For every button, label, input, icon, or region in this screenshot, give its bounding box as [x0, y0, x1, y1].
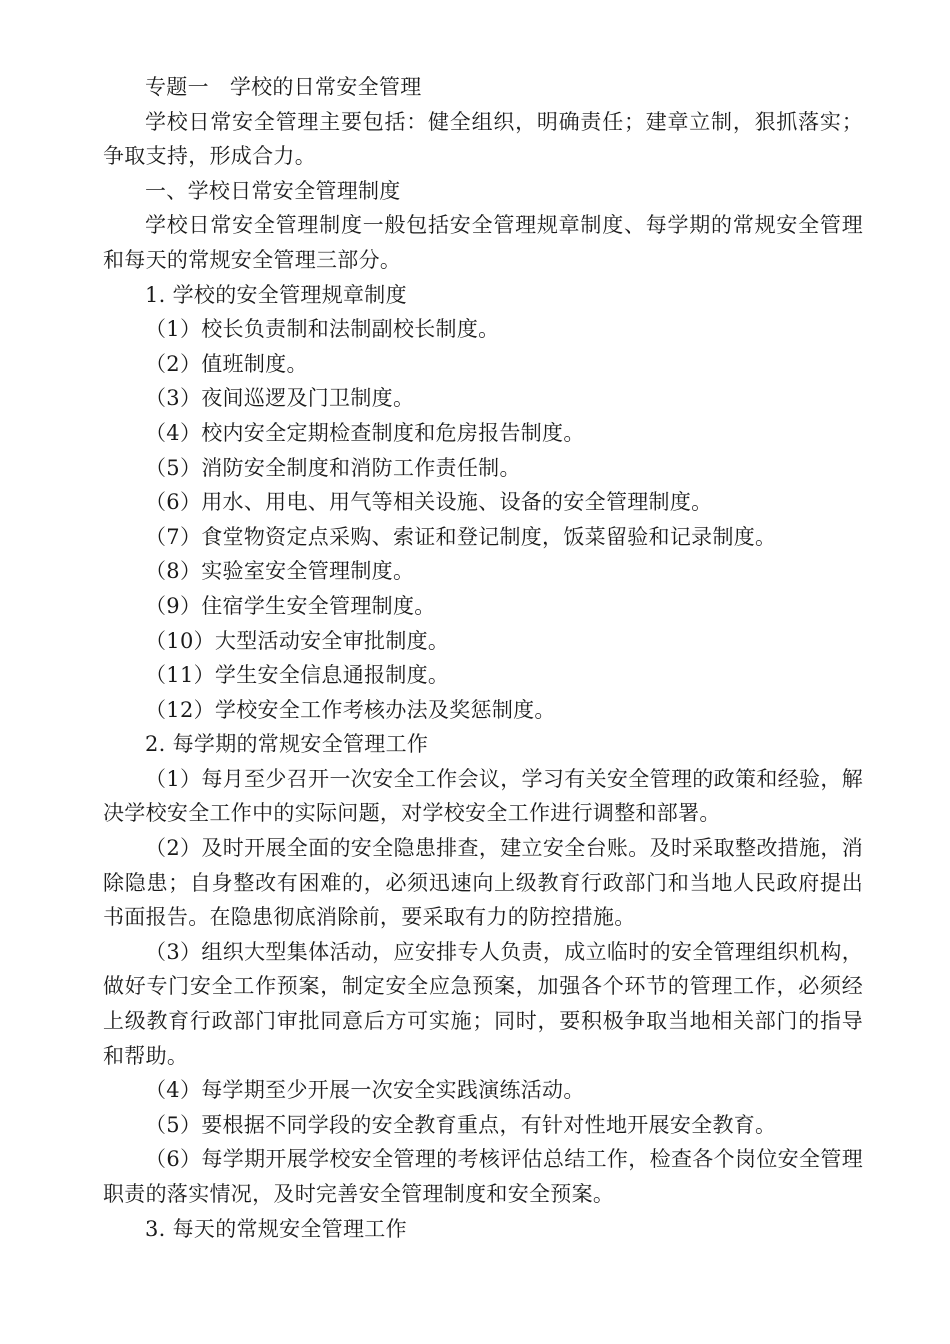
list-item: （11）学生安全信息通报制度。 — [145, 663, 450, 688]
list-item: （8）实验室安全管理制度。 — [145, 559, 415, 584]
section-title: 专题一 学校的日常安全管理 — [145, 75, 422, 99]
list-item: （3）夜间巡逻及门卫制度。 — [145, 386, 415, 411]
list-item: （1）每月至少召开一次安全工作会议，学习有关安全管理的政策和经验，解决学校安全工作中的实际问题，对学校安全工作进行调整和部署。 — [103, 766, 863, 826]
subheading-3: 3. 每天的常规安全管理工作 — [145, 1216, 407, 1241]
subheading-1: 1. 学校的安全管理规章制度 — [145, 282, 407, 307]
list-item: （1）校长负责制和法制副校长制度。 — [145, 317, 500, 342]
paragraph-intro: 学校日常安全管理主要包括：健全组织，明确责任；建章立制，狠抓落实；争取支持，形成合力。 — [103, 109, 863, 169]
list-item: （6）每学期开展学校安全管理的考核评估总结工作，检查各个岗位安全管理职责的落实情况，及时完善安全管理制度和安全预案。 — [103, 1147, 863, 1206]
list-item: （6）用水、用电、用气等相关设施、设备的安全管理制度。 — [145, 490, 713, 515]
list-item: （12）学校安全工作考核办法及奖惩制度。 — [145, 697, 556, 722]
list-item: （10）大型活动安全审批制度。 — [145, 628, 450, 653]
list-item: （3）组织大型集体活动，应安排专人负责，成立临时的安全管理组织机构，做好专门安全工作预案，制定安全应急预案，加强各个环节的管理工作，必须经上级教育行政部门审批同意后方可实施；同时，要积极争取当地相关部门的指导和帮助。 — [103, 939, 863, 1068]
list-item: （4）每学期至少开展一次安全实践演练活动。 — [145, 1078, 585, 1103]
list-item: （9）住宿学生安全管理制度。 — [145, 593, 436, 618]
list-item: （2）及时开展全面的安全隐患排查，建立安全台账。及时采取整改措施，消除隐患；自身整改有困难的，必须迅速向上级教育行政部门和当地人民政府提出书面报告。在隐患彻底消除前，要采取有力的防控措施。 — [103, 836, 863, 930]
document-body — [103, 70, 863, 1246]
heading-section-1: 一、学校日常安全管理制度 — [145, 178, 401, 203]
list-item: （7）食堂物资定点采购、索证和登记制度，饭菜留验和记录制度。 — [145, 524, 777, 549]
list-item: （5）消防安全制度和消防工作责任制。 — [145, 455, 521, 480]
subheading-2: 2. 每学期的常规安全管理工作 — [145, 732, 429, 757]
list-item: （5）要根据不同学段的安全教育重点，有针对性地开展安全教育。 — [145, 1112, 777, 1137]
list-item: （4）校内安全定期检查制度和危房报告制度。 — [145, 420, 585, 445]
list-item: （2）值班制度。 — [145, 351, 308, 376]
paragraph-overview: 学校日常安全管理制度一般包括安全管理规章制度、每学期的常规安全管理和每天的常规安全管理三部分。 — [103, 213, 863, 272]
